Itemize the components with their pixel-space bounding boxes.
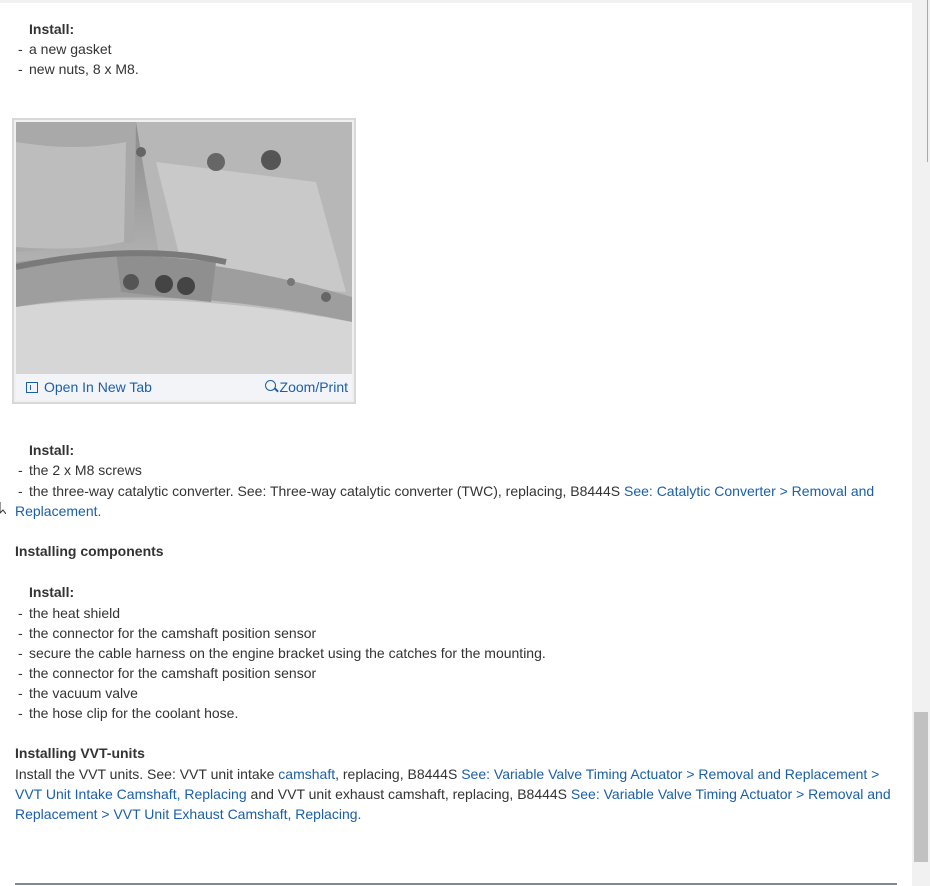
zoom-icon: [265, 380, 276, 391]
open-tab-icon: [26, 382, 38, 393]
section-title: Installing components: [15, 543, 164, 559]
divider: [15, 883, 897, 885]
vvt-paragraph: Install the VVT units. See: VVT unit intake camshaft, replacing, B8444S See: Variable Valve Timing Actuator > Removal and Replacement > VVT Unit Intake Camshaft, Replacing and VVT unit exhaust camshaft, replacing, B8444S See: Variable Valve Timing Actuator > Removal and Replacement > VVT Unit Exhaust Camshaft, Replacing.: [15, 766, 891, 822]
list-item-continued: Replacement.: [15, 503, 102, 519]
top-edge: [0, 0, 912, 3]
scrollbar-edge: [927, 0, 928, 162]
catalytic-converter-link[interactable]: See: Catalytic Converter > Removal and: [624, 483, 875, 499]
figure-thumbnail: [12, 118, 356, 404]
install-heading: Install:: [29, 442, 75, 458]
mouse-cursor-icon: [0, 502, 6, 514]
install-heading: Install:: [29, 21, 75, 37]
camshaft-link[interactable]: camshaft: [278, 766, 336, 782]
vvt-exhaust-link[interactable]: See: Variable Valve Timing Actuator > Removal and Replacement > VVT Unit Exhaust Camshaft, Replacing: [15, 786, 891, 822]
vvt-intake-link[interactable]: See: Variable Valve Timing Actuator > Removal and Replacement > VVT Unit Intake Camshaft, Replacing: [15, 766, 880, 802]
section-title: Installing VVT-units: [15, 745, 145, 761]
figure-toolbar: [16, 374, 352, 400]
catalytic-converter-link-cont[interactable]: Replacement: [15, 503, 98, 519]
zoom-print-link[interactable]: Zoom/Print: [265, 379, 348, 395]
engine-photo[interactable]: [16, 122, 352, 374]
open-in-new-tab-link[interactable]: Open In New Tab: [26, 379, 152, 395]
scrollbar-thumb[interactable]: [914, 712, 928, 862]
install-heading: Install:: [29, 584, 75, 600]
